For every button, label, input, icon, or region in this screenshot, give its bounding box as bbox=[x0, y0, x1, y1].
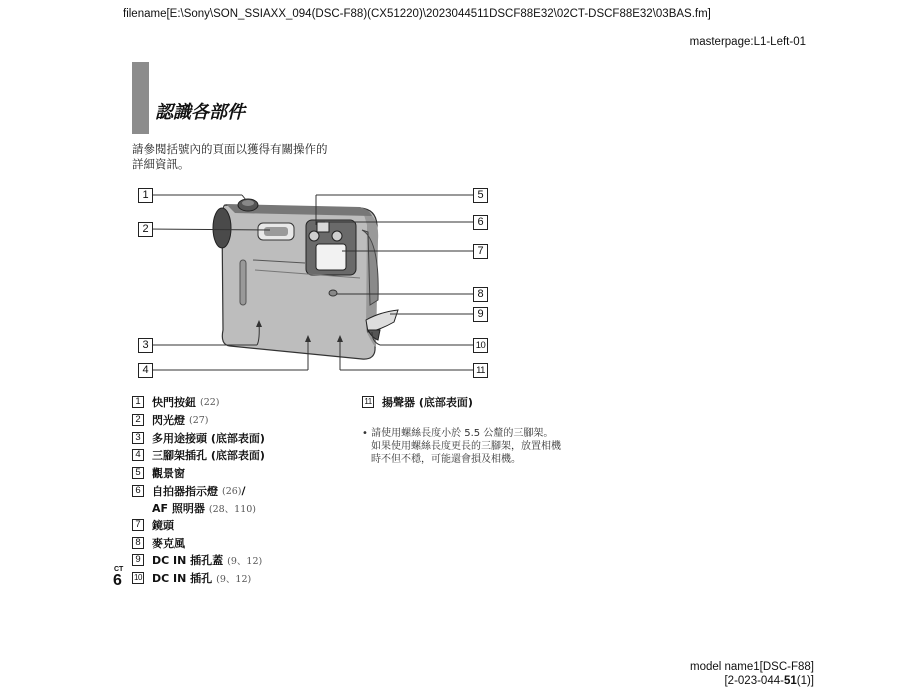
intro-line: 請參閱括號內的頁面以獲得有關操作的 bbox=[132, 142, 328, 156]
callout-9: 9 bbox=[473, 307, 488, 322]
callout-5: 5 bbox=[473, 188, 488, 203]
list-item bbox=[132, 430, 265, 446]
footer-code-prefix: [2-023-044- bbox=[724, 675, 784, 687]
item-label: 閃光燈 bbox=[152, 414, 185, 427]
item-page-ref: (26) bbox=[222, 485, 242, 497]
list-item bbox=[132, 483, 246, 499]
intro-line: 詳細資訊。 bbox=[132, 157, 190, 171]
item-label: 觀景窗 bbox=[152, 467, 185, 480]
note-line: 時不但不穩，可能還會損及相機。 bbox=[371, 454, 521, 465]
list-item bbox=[152, 500, 256, 516]
item-number: 8 bbox=[132, 537, 144, 549]
list-item bbox=[132, 535, 185, 551]
footer-code-suffix: (1)] bbox=[796, 675, 814, 687]
item-number: 6 bbox=[132, 485, 144, 497]
filename-header: filename[E:\Sony\SON_SSIAXX_094(DSC-F88)(CX51220)\2023044511DSCF88E32\02CT-DSCF88E32\03BAS.fm] bbox=[123, 8, 711, 20]
lens-barrel bbox=[213, 208, 231, 248]
page-number: 6 bbox=[113, 572, 122, 589]
list-item bbox=[362, 394, 473, 410]
item-number: 5 bbox=[132, 467, 144, 479]
footer-code-bold: 51 bbox=[783, 675, 797, 687]
callout-6: 6 bbox=[473, 215, 488, 230]
viewfinder-window bbox=[317, 222, 329, 232]
lens bbox=[316, 244, 346, 270]
item-number: 9 bbox=[132, 554, 144, 566]
item-page-ref: (28、110) bbox=[208, 504, 256, 515]
callout-4: 4 bbox=[138, 363, 153, 378]
item-number: 11 bbox=[362, 396, 374, 408]
callout-8: 8 bbox=[473, 287, 488, 302]
microphone bbox=[329, 290, 337, 296]
list-item bbox=[132, 394, 220, 410]
item-label: 揚聲器 (底部表面) bbox=[382, 396, 473, 409]
callout-3: 3 bbox=[138, 338, 153, 353]
item-label: 麥克風 bbox=[152, 537, 185, 550]
item-label: DC IN 插孔蓋 bbox=[152, 554, 224, 567]
item-number: 2 bbox=[132, 414, 144, 426]
callout-11: 11 bbox=[473, 363, 488, 378]
self-timer-lamp bbox=[309, 231, 319, 241]
item-number: 3 bbox=[132, 432, 144, 444]
tripod-note bbox=[362, 427, 561, 466]
item-label: 多用途接頭 (底部表面) bbox=[152, 432, 265, 445]
callout-7: 7 bbox=[473, 244, 488, 259]
item-page-ref: (9、12) bbox=[216, 574, 252, 585]
item-label: 快門按鈕 bbox=[152, 396, 196, 409]
section-title-bar bbox=[132, 62, 149, 134]
footer-code bbox=[724, 675, 814, 687]
item-label: AF 照明器 bbox=[152, 502, 205, 515]
list-item bbox=[132, 447, 265, 463]
list-item bbox=[132, 517, 174, 533]
item-number: 1 bbox=[132, 396, 144, 408]
callout-1: 1 bbox=[138, 188, 153, 203]
list-item bbox=[132, 465, 185, 481]
item-label: DC IN 插孔 bbox=[152, 572, 213, 585]
item-page-ref: (27) bbox=[189, 414, 209, 426]
note-line: • 請使用螺絲長度小於 5.5 公釐的三腳架。 bbox=[362, 428, 554, 439]
callout-10: 10 bbox=[473, 338, 488, 353]
note-line: 如果使用螺絲長度更長的三腳架，放置相機 bbox=[371, 441, 561, 452]
item-number: 7 bbox=[132, 519, 144, 531]
language-code: CT bbox=[114, 566, 124, 573]
item-number: 10 bbox=[132, 572, 144, 584]
item-number: 4 bbox=[132, 449, 144, 461]
item-label: 自拍器指示燈 bbox=[152, 485, 218, 498]
masterpage-label: masterpage:L1-Left-01 bbox=[689, 36, 806, 48]
item-label: 三腳架插孔 (底部表面) bbox=[152, 449, 265, 462]
list-item bbox=[132, 552, 262, 568]
list-item bbox=[132, 570, 251, 586]
item-label: 鏡頭 bbox=[152, 519, 174, 532]
list-item bbox=[132, 412, 209, 428]
section-title: 認識各部件 bbox=[155, 102, 245, 123]
callout-2: 2 bbox=[138, 222, 153, 237]
intro-text bbox=[132, 142, 328, 172]
item-page-ref: (22) bbox=[200, 396, 220, 408]
footer-model: model name1[DSC-F88] bbox=[690, 661, 814, 673]
camera-illustration bbox=[130, 180, 500, 380]
item-separator: / bbox=[241, 484, 246, 498]
item-page-ref: (9、12) bbox=[227, 556, 263, 567]
